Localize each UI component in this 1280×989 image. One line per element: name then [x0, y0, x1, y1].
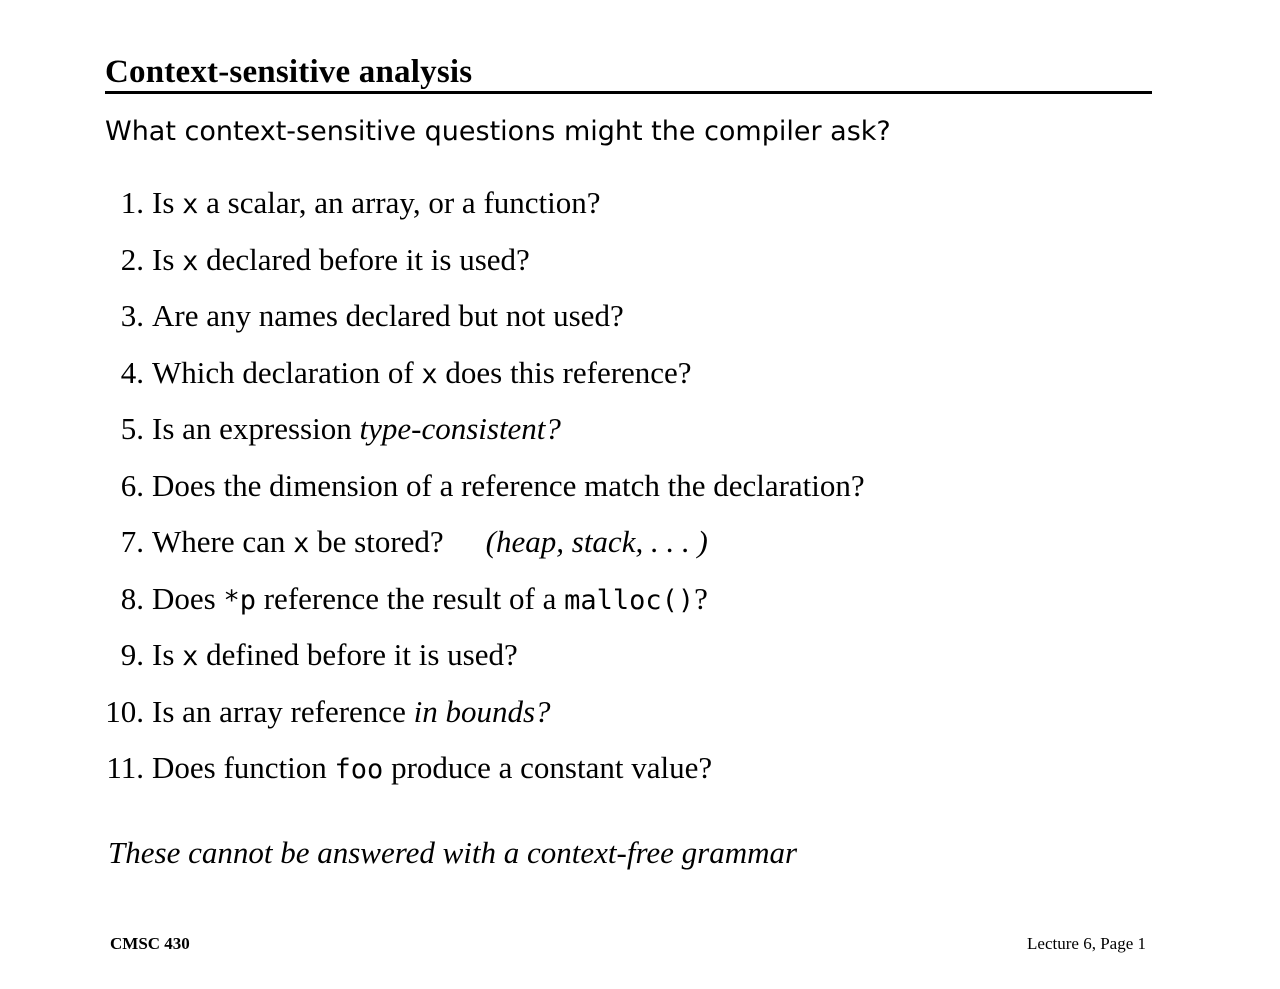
question-segment: Which declaration of [152, 354, 422, 390]
question-number: 3. [120, 298, 144, 333]
conclusion-text: These cannot be answered with a context-free grammar [108, 835, 798, 870]
question-number: 4. [120, 354, 144, 390]
footer-course: CMSC 430 [110, 934, 190, 953]
code-term: *p [223, 584, 256, 616]
question-item [0, 180, 1280, 237]
question-segment: defined before it is used? [198, 637, 518, 672]
question-segment: a scalar, an array, or a function? [198, 185, 601, 220]
question-number: 11. [106, 750, 144, 785]
question-segment: does this reference? [437, 354, 692, 390]
question-number: 1. [120, 185, 144, 220]
question-item [0, 237, 1280, 294]
question-item [0, 406, 1280, 463]
question-item [0, 293, 1280, 350]
question-segment: Is [152, 241, 183, 277]
question-segment: Is an expression [152, 411, 360, 446]
question-item [0, 519, 1280, 576]
question-segment: be stored? [309, 524, 444, 559]
code-term: x [421, 358, 438, 390]
question-number: 9. [120, 637, 144, 672]
slide-subtitle: What context-sensitive questions might the compiler ask? [105, 116, 891, 147]
question-number: 10. [105, 693, 144, 729]
question-segment: declared before it is used? [198, 241, 530, 277]
slide-title: Context-sensitive analysis [105, 54, 473, 90]
question-list [0, 180, 1280, 802]
emphasis-text: type-consistent? [359, 411, 561, 446]
question-segment: Is an array reference [152, 693, 414, 729]
question-item [0, 463, 1280, 520]
question-text [152, 180, 601, 228]
slide-title-bar [105, 52, 1152, 94]
question-segment: Is [152, 637, 183, 672]
question-segment: Does the dimension of a reference match the declaration? [152, 467, 865, 503]
question-item [0, 576, 1280, 633]
question-text [152, 632, 518, 680]
question-item [0, 745, 1280, 802]
question-segment: Are any names declared but not used? [152, 298, 624, 333]
question-text [152, 576, 708, 624]
code-term: x [182, 189, 199, 220]
question-text [152, 519, 708, 567]
question-number: 6. [120, 467, 144, 503]
question-number: 8. [120, 580, 144, 616]
question-segment: Does function [152, 750, 335, 785]
question-number: 2. [120, 241, 144, 277]
emphasis-text: in bounds? [413, 693, 551, 729]
question-number: 5. [120, 411, 144, 446]
footer-page-number: Lecture 6, Page 1 [1027, 934, 1146, 953]
question-text [152, 350, 692, 398]
code-term: x [182, 641, 199, 672]
question-text [152, 237, 530, 285]
question-segment: produce a constant value? [383, 750, 713, 785]
question-item [0, 632, 1280, 689]
question-segment: ? [694, 580, 708, 616]
question-segment: Is [152, 185, 183, 220]
question-text [152, 689, 551, 735]
question-number: 7. [120, 524, 144, 559]
code-term: x [293, 528, 310, 559]
code-term: foo [334, 754, 384, 785]
code-term: malloc() [564, 584, 695, 616]
question-text [152, 406, 561, 452]
question-segment: Where can [152, 524, 294, 559]
question-segment: reference the result of a [255, 580, 565, 616]
code-term: x [182, 245, 199, 277]
question-item [0, 689, 1280, 746]
question-text [152, 463, 865, 509]
question-item [0, 350, 1280, 407]
question-text [152, 293, 624, 339]
question-text [152, 745, 712, 793]
question-segment: Does [152, 580, 224, 616]
emphasis-text: (heap, stack, . . . ) [485, 524, 708, 559]
